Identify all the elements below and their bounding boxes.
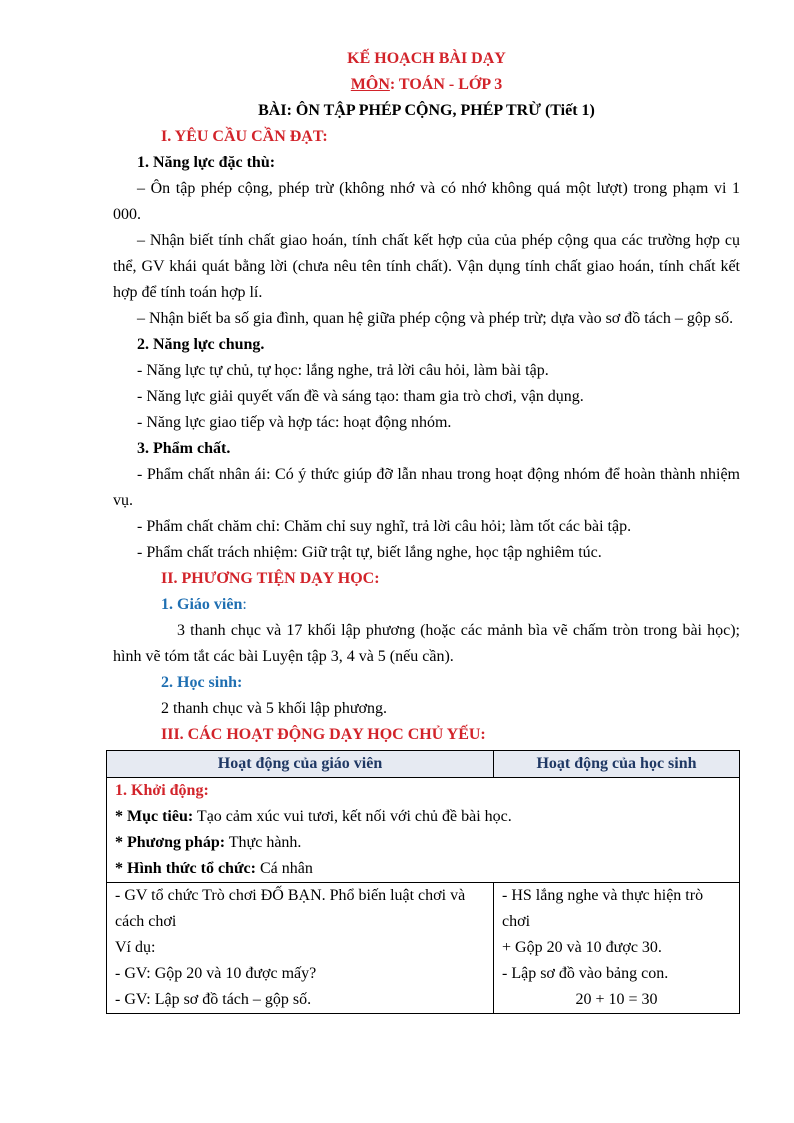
activity-title: 1. Khởi động: bbox=[115, 782, 209, 799]
student-activity-cell bbox=[494, 883, 740, 1014]
teacher-line-2: Ví dụ: bbox=[115, 939, 156, 956]
sub2-heading: 2. Năng lực chung. bbox=[137, 336, 265, 353]
goal-line bbox=[115, 804, 731, 830]
teacher-line-1: - GV tổ chức Trò chơi ĐỐ BẠN. Phổ biến luật chơi và cách chơi bbox=[115, 887, 466, 930]
form-line bbox=[115, 856, 731, 882]
subject-rest: : TOÁN - LỚP 3 bbox=[389, 76, 503, 93]
teacher-line-4: - GV: Lập sơ đồ tách – gộp số. bbox=[115, 991, 312, 1008]
teacher-colon: : bbox=[242, 596, 247, 613]
sub3-item-1: - Phẩm chất nhân ái: Có ý thức giúp đỡ lẫn nhau trong hoạt động nhóm để hoàn thành nhiệm vụ. bbox=[113, 466, 740, 509]
sub3-item-2: - Phẩm chất chăm chỉ: Chăm chỉ suy nghĩ, trả lời câu hỏi; làm tốt các bài tập. bbox=[137, 518, 632, 535]
student-line-2: + Gộp 20 và 10 được 30. bbox=[502, 939, 662, 956]
lesson-title: BÀI: ÔN TẬP PHÉP CỘNG, PHÉP TRỪ (Tiết 1) bbox=[258, 102, 595, 119]
subject-line bbox=[113, 72, 740, 98]
sub2-item-1: - Năng lực tự chủ, tự học: lắng nghe, trả lời câu hỏi, làm bài tập. bbox=[137, 362, 549, 379]
sub2-item-2: - Năng lực giải quyết vấn đề và sáng tạo: tham gia trò chơi, vận dụng. bbox=[137, 388, 584, 405]
student-materials: 2 thanh chục và 5 khối lập phương. bbox=[161, 700, 387, 717]
section-3-heading: III. CÁC HOẠT ĐỘNG DẠY HỌC CHỦ YẾU: bbox=[161, 726, 486, 743]
col-student-header: Hoạt động của học sinh bbox=[494, 751, 740, 778]
goal-text: Tạo cảm xúc vui tươi, kết nối với chủ đề bài học. bbox=[193, 808, 512, 825]
sub2-item-3: - Năng lực giao tiếp và hợp tác: hoạt động nhóm. bbox=[137, 414, 452, 431]
section-2-heading: II. PHƯƠNG TIỆN DẠY HỌC: bbox=[161, 570, 380, 587]
method-label: * Phương pháp: bbox=[115, 834, 226, 851]
teacher-line-3: - GV: Gộp 20 và 10 được mấy? bbox=[115, 965, 317, 982]
method-line bbox=[115, 830, 731, 856]
teacher-heading-line bbox=[161, 592, 740, 618]
form-text: Cá nhân bbox=[255, 860, 313, 877]
goal-label: * Mục tiêu: bbox=[115, 808, 194, 825]
teacher-materials: 3 thanh chục và 17 khối lập phương (hoặc các mảnh bìa vẽ chấm tròn trong bài học); hình vẽ tóm tắt các bài Luyện tập 3, 4 và 5 (nếu cần). bbox=[113, 622, 740, 665]
student-equation: 20 + 10 = 30 bbox=[575, 991, 658, 1008]
sub1-item-2: – Nhận biết tính chất giao hoán, tính chất kết hợp của của phép cộng qua các trường hợp cụ thể, GV khái quát bằng lời (chưa nêu tên tính chất). Vận dụng tính chất giao hoán, tính chất kết hợp để tính toán hợp lí. bbox=[113, 232, 740, 301]
subject-label: MÔN bbox=[350, 76, 390, 93]
form-label: * Hình thức tổ chức: bbox=[115, 860, 256, 877]
method-text: Thực hành. bbox=[225, 834, 302, 851]
teacher-heading: 1. Giáo viên bbox=[161, 596, 243, 613]
activity-info-row bbox=[107, 778, 740, 883]
activity-info-cell bbox=[107, 778, 740, 883]
sub1-heading: 1. Năng lực đặc thù: bbox=[137, 154, 276, 171]
sub3-item-3: - Phẩm chất trách nhiệm: Giữ trật tự, biết lắng nghe, học tập nghiêm túc. bbox=[137, 544, 602, 561]
table-row bbox=[107, 883, 740, 1014]
sub3-heading: 3. Phẩm chất. bbox=[137, 440, 231, 457]
section-1-heading: I. YÊU CẦU CẦN ĐẠT: bbox=[161, 128, 328, 145]
table-header-row bbox=[107, 751, 740, 778]
student-heading: 2. Học sinh: bbox=[161, 674, 243, 691]
sub1-item-3: – Nhận biết ba số gia đình, quan hệ giữa phép cộng và phép trừ; dựa vào sơ đồ tách – gộp số. bbox=[137, 310, 734, 327]
document-title: KẾ HOẠCH BÀI DẠY bbox=[347, 50, 506, 67]
teacher-activity-cell bbox=[107, 883, 494, 1014]
student-line-3: - Lập sơ đồ vào bảng con. bbox=[502, 965, 669, 982]
student-line-1: - HS lắng nghe và thực hiện trò chơi bbox=[502, 887, 704, 930]
sub1-item-1: – Ôn tập phép cộng, phép trừ (không nhớ và có nhớ không quá một lượt) trong phạm vi 1 000. bbox=[113, 180, 740, 223]
col-teacher-header: Hoạt động của giáo viên bbox=[107, 751, 494, 778]
activities-table bbox=[106, 750, 740, 1014]
